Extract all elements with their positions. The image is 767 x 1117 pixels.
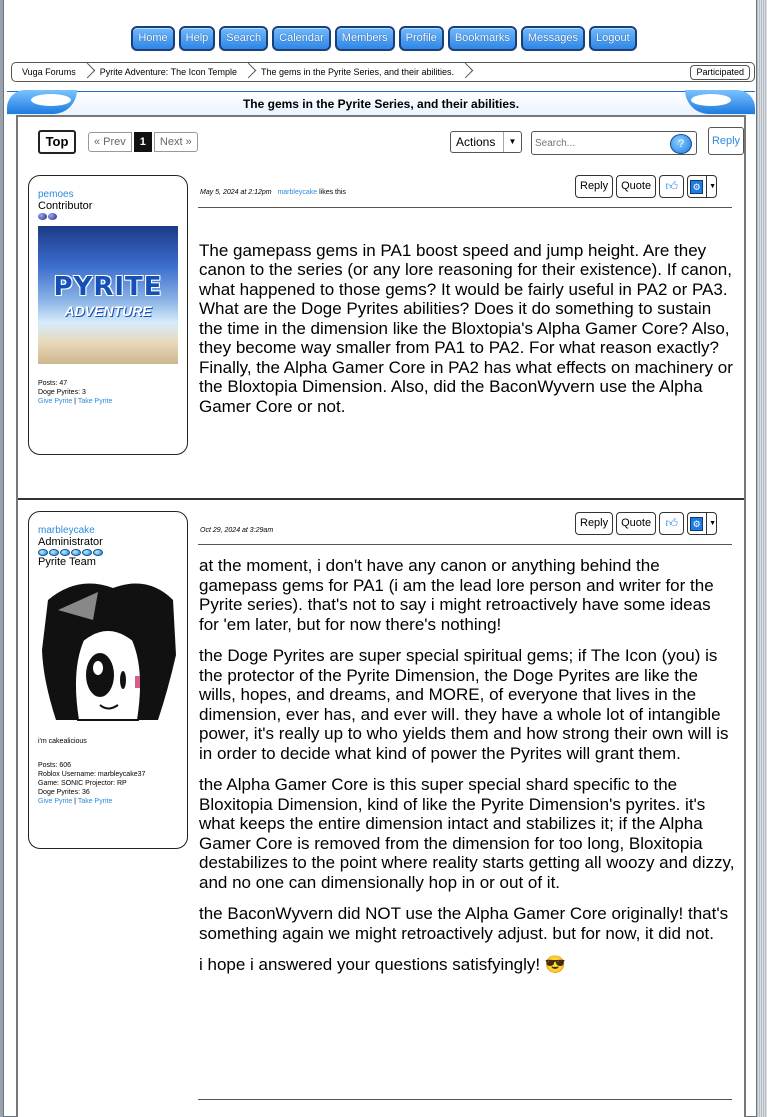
stat-doge-pyrites: Doge Pyrites: 3 xyxy=(38,389,86,396)
post-body xyxy=(199,556,735,987)
post-username[interactable]: marbleycake xyxy=(38,525,95,536)
take-pyrite-link[interactable]: Take Pyrite xyxy=(77,798,113,805)
prev-page-button[interactable]: « Prev xyxy=(88,132,132,152)
breadcrumb-chevron-icon xyxy=(243,62,255,82)
rank-dot-icon xyxy=(71,549,81,556)
post-paragraph: the Alpha Gamer Core is this super special shard specific to the Bloxitopia Dimension, kind of like the Pyrite Dimension's pyrites. it's what keeps the entire dimension intact and stabilizes it; if the Alpha Gamer Core is removed from the dimension for too long, Bloxitopia destabilizes to the point where reality starts getting all woozy and dizzy, and no one can dimensionally hop in or out of it. xyxy=(199,775,735,892)
avatar xyxy=(38,226,178,364)
thread-toolbar xyxy=(24,127,742,157)
user-role: Contributor xyxy=(38,200,93,212)
main-nav xyxy=(4,26,756,51)
post-divider xyxy=(198,207,732,208)
current-page[interactable]: 1 xyxy=(134,132,152,152)
scrollbar-track[interactable] xyxy=(757,0,767,1117)
nav-messages-button[interactable]: Messages xyxy=(521,26,585,51)
post-paragraph: the BaconWyvern did NOT use the Alpha Gamer Core originally! that's something again we might retroactively adjust. but for now, it did not. xyxy=(199,904,729,943)
rank-dots xyxy=(38,213,178,220)
breadcrumb-chevron-icon xyxy=(82,62,94,82)
post-username[interactable]: pemoes xyxy=(38,189,74,200)
post-paragraph: i hope i answered your questions satisfyingly! 😎 xyxy=(199,955,567,974)
top-button[interactable]: Top xyxy=(38,130,76,154)
post-options-button[interactable] xyxy=(687,512,717,535)
nav-profile-button[interactable]: Profile xyxy=(399,26,444,51)
breadcrumb xyxy=(11,62,755,82)
next-page-button[interactable]: Next » xyxy=(154,132,198,152)
nav-calendar-button[interactable]: Calendar xyxy=(272,26,331,51)
quote-button[interactable]: Quote xyxy=(616,175,656,198)
chevron-down-icon: ▼ xyxy=(706,513,716,534)
nav-members-button[interactable]: Members xyxy=(335,26,395,51)
rank-dot-icon xyxy=(93,549,103,556)
stat-game: Game: SONIC Projector: RP xyxy=(38,780,127,787)
post-body xyxy=(199,221,735,448)
user-stats: Posts: 47 Doge Pyrites: 3 Give Pyrite | Take Pyrite xyxy=(38,379,178,406)
post-meta xyxy=(200,189,346,196)
stat-doge-pyrites: Doge Pyrites: 36 xyxy=(38,789,90,796)
likes-text: likes this xyxy=(319,189,346,196)
post-date: May 5, 2024 at 2:12pm xyxy=(200,189,272,196)
breadcrumb-chevron-icon xyxy=(460,62,472,82)
thread-title: The gems in the Pyrite Series, and their abilities. xyxy=(242,97,520,111)
chevron-down-icon: ▼ xyxy=(503,132,521,152)
reply-button[interactable]: Reply xyxy=(575,512,613,535)
stat-posts: Posts: 47 xyxy=(38,380,68,387)
post-date: Oct 29, 2024 at 3:29am xyxy=(200,527,274,534)
breadcrumb-thread-link[interactable]: The gems in the Pyrite Series, and their abilities. xyxy=(260,67,455,77)
post-options-button[interactable] xyxy=(687,175,717,198)
user-card xyxy=(28,511,188,849)
actions-label: Actions xyxy=(456,135,496,149)
post-paragraph: the Doge Pyrites are super special spiritual gems; if The Icon (you) is the protector of the Pyrite Dimension, the Doge Pyrites are like the wills, hopes, and dreams, and MORE, of everyone that lives in the dimension, ever has, and ever will. they have a whole lot of intangible power, it's really up to who yields them and how strong their own will is in order to decide what kind of power the Pyrites will grant them. xyxy=(199,646,729,763)
reply-thread-button[interactable]: Reply xyxy=(708,127,744,155)
rank-dot-icon xyxy=(48,213,57,220)
avatar-logo-title: PYRITE xyxy=(53,272,163,302)
forum-frame xyxy=(3,0,757,1117)
user-team: Pyrite Team xyxy=(38,556,96,568)
user-role: Administrator xyxy=(38,536,103,548)
post-divider xyxy=(198,544,732,545)
nav-bookmarks-button[interactable]: Bookmarks xyxy=(448,26,517,51)
take-pyrite-link[interactable]: Take Pyrite xyxy=(77,398,113,405)
post-meta xyxy=(200,527,273,534)
thumbs-up-icon[interactable]: 👍︎ xyxy=(659,175,684,198)
reply-button[interactable]: Reply xyxy=(575,175,613,198)
pagination xyxy=(88,132,198,152)
user-tagline: i'm cakealicious xyxy=(38,738,87,745)
post-signature-divider xyxy=(198,1099,732,1100)
post-tools xyxy=(575,512,717,535)
rank-dot-icon xyxy=(38,213,47,220)
liker-link[interactable]: marbleycake xyxy=(277,189,318,196)
chevron-down-icon: ▼ xyxy=(706,176,716,197)
post-tools xyxy=(575,175,717,198)
post-paragraph: at the moment, i don't have any canon or anything behind the gamepass gems for PA1 (i am the lead lore person and writer for the Pyrite series). that's not to say i might retroactively have some ideas for 'em later, but for now there's nothing! xyxy=(199,556,714,634)
rank-dot-icon xyxy=(60,549,70,556)
rank-dot-icon xyxy=(49,549,59,556)
nav-logout-button[interactable]: Logout xyxy=(589,26,637,51)
user-stats: Posts: 606 Roblox Username: marbleycake37 Game: SONIC Projector: RP Doge Pyrites: 36 Give Pyrite | Take Pyrite xyxy=(38,761,178,806)
nav-home-button[interactable]: Home xyxy=(131,26,174,51)
gear-icon: ⚙ xyxy=(690,517,703,531)
thumbs-up-icon[interactable]: 👍︎ xyxy=(659,512,684,535)
avatar xyxy=(38,580,178,726)
stat-posts: Posts: 606 xyxy=(38,762,72,769)
nav-search-button[interactable]: Search xyxy=(219,26,268,51)
nav-help-button[interactable]: Help xyxy=(179,26,216,51)
avatar-logo-subtitle: ADVENTURE xyxy=(64,303,152,319)
rank-dot-icon xyxy=(82,549,92,556)
rank-dot-icon xyxy=(38,549,48,556)
stat-roblox-username: Roblox Username: marbleycake37 xyxy=(38,771,146,778)
thread-panel xyxy=(16,115,746,1117)
post-separator xyxy=(18,498,744,500)
quote-button[interactable]: Quote xyxy=(616,512,656,535)
breadcrumb-forums-link[interactable]: Vuga Forums xyxy=(22,67,76,77)
rank-dots xyxy=(38,549,178,556)
gear-icon: ⚙ xyxy=(690,180,703,194)
search-go-button[interactable]: ? xyxy=(670,134,692,154)
breadcrumb-board-link[interactable]: Pyrite Adventure: The Icon Temple xyxy=(99,67,237,77)
give-pyrite-link[interactable]: Give Pyrite xyxy=(38,398,73,405)
user-card xyxy=(28,175,188,455)
participated-button[interactable]: Participated xyxy=(690,65,750,80)
thread-title-bar xyxy=(7,91,755,115)
give-pyrite-link[interactable]: Give Pyrite xyxy=(38,798,73,805)
actions-dropdown[interactable] xyxy=(450,131,522,153)
post-paragraph: The gamepass gems in PA1 boost speed and jump height. Are they canon to the series (or any lore reasoning for their existence). If canon, what happened to those gems? It would be fairly useful in PA2 or PA3. What are the Doge Pyrites abilities? Does it do something to sustain the time in the dimension like the Bloxtopia's Alpha Gamer Core? Also, they become way smaller from PA1 to PA2. For what reason exactly? Finally, the Alpha Gamer Core in PA2 has what effects on machinery or the Bloxtopia Dimension. Also, did the BaconWyvern use the Alpha Gamer Core or not. xyxy=(199,240,733,416)
